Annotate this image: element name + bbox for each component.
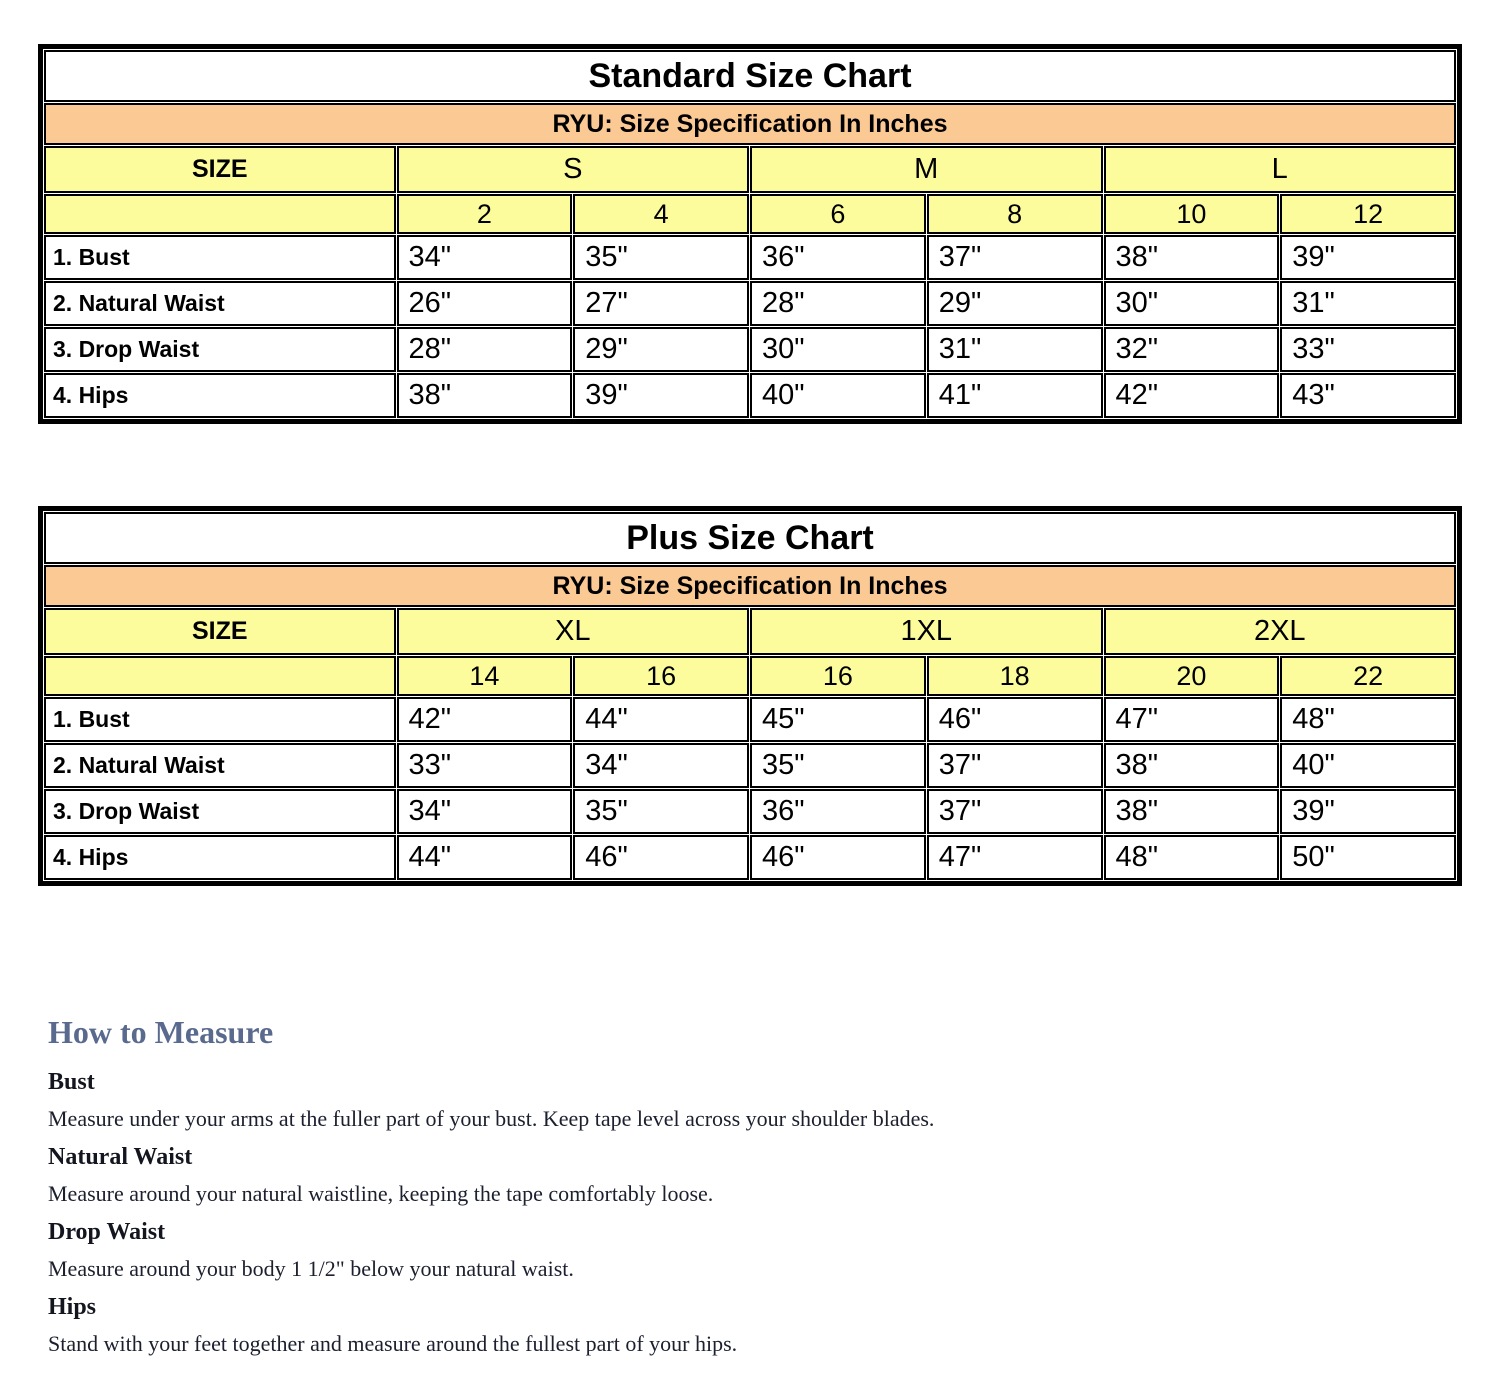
measure-value: 31"	[1280, 281, 1456, 326]
measure-label: 2. Natural Waist	[44, 281, 396, 326]
numeric-size-cell: 22	[1280, 656, 1456, 696]
size-group-1xl: 1XL	[750, 608, 1103, 655]
measure-label: 2. Natural Waist	[44, 743, 396, 788]
measure-value: 46"	[927, 697, 1103, 742]
measure-value: 36"	[750, 235, 926, 280]
measure-label: 3. Drop Waist	[44, 789, 396, 834]
measure-value: 36"	[750, 789, 926, 834]
measure-label: 4. Hips	[44, 835, 396, 880]
measure-value: 28"	[750, 281, 926, 326]
numeric-size-cell: 16	[750, 656, 926, 696]
standard-size-chart-table	[38, 44, 1462, 424]
plus-chart-subtitle: RYU: Size Specification In Inches	[44, 565, 1456, 607]
table-row	[44, 281, 1456, 326]
how-to-measure-section	[48, 1014, 1500, 1357]
numeric-size-cell: 4	[573, 194, 749, 234]
measure-value: 26"	[397, 281, 573, 326]
measure-value: 40"	[1280, 743, 1456, 788]
measure-value: 41"	[927, 373, 1103, 418]
measure-value: 42"	[397, 697, 573, 742]
measure-value: 38"	[1104, 235, 1280, 280]
measure-item-label-bust: Bust	[48, 1069, 95, 1095]
size-group-2xl: 2XL	[1104, 608, 1457, 655]
table-row	[44, 327, 1456, 372]
numeric-size-cell: 2	[397, 194, 573, 234]
measure-label: 4. Hips	[44, 373, 396, 418]
measure-value: 33"	[397, 743, 573, 788]
measure-item-label-natural-waist: Natural Waist	[48, 1144, 193, 1170]
measure-value: 38"	[397, 373, 573, 418]
numeric-size-cell: 8	[927, 194, 1103, 234]
measure-value: 38"	[1104, 743, 1280, 788]
measure-value: 50"	[1280, 835, 1456, 880]
measure-value: 35"	[573, 789, 749, 834]
measure-value: 48"	[1104, 835, 1280, 880]
measure-value: 31"	[927, 327, 1103, 372]
measure-value: 27"	[573, 281, 749, 326]
size-header-cell: SIZE	[44, 146, 396, 193]
size-group-l: L	[1104, 146, 1457, 193]
measure-value: 47"	[927, 835, 1103, 880]
table-row	[44, 235, 1456, 280]
measure-value: 29"	[573, 327, 749, 372]
measure-value: 35"	[750, 743, 926, 788]
measure-item-label-hips: Hips	[48, 1294, 97, 1320]
how-to-measure-title: How to Measure	[48, 1014, 274, 1050]
measure-label: 1. Bust	[44, 235, 396, 280]
numeric-size-cell: 10	[1104, 194, 1280, 234]
standard-chart-title: Standard Size Chart	[44, 50, 1456, 102]
measure-item-text-hips: Stand with your feet together and measure around the fullest part of your hips.	[48, 1331, 738, 1356]
size-header-cell: SIZE	[44, 608, 396, 655]
measure-value: 40"	[750, 373, 926, 418]
measure-value: 45"	[750, 697, 926, 742]
empty-corner-cell	[44, 656, 396, 696]
measure-value: 39"	[1280, 789, 1456, 834]
top-spacer	[0, 0, 1500, 44]
between-tables-spacer	[0, 424, 1500, 506]
measure-value: 28"	[397, 327, 573, 372]
measure-value: 30"	[1104, 281, 1280, 326]
measure-value: 29"	[927, 281, 1103, 326]
measure-item-text-bust: Measure under your arms at the fuller part of your bust. Keep tape level across your shoulder blades.	[48, 1106, 935, 1131]
table-row	[44, 697, 1456, 742]
plus-chart-title: Plus Size Chart	[44, 512, 1456, 564]
measure-value: 33"	[1280, 327, 1456, 372]
measure-value: 44"	[573, 697, 749, 742]
numeric-size-cell: 6	[750, 194, 926, 234]
table-row	[44, 743, 1456, 788]
table-row	[44, 373, 1456, 418]
measure-label: 1. Bust	[44, 697, 396, 742]
size-group-s: S	[397, 146, 750, 193]
measure-value: 42"	[1104, 373, 1280, 418]
measure-value: 37"	[927, 235, 1103, 280]
numeric-size-cell: 20	[1104, 656, 1280, 696]
measure-value: 37"	[927, 743, 1103, 788]
table-row	[44, 789, 1456, 834]
measure-value: 46"	[750, 835, 926, 880]
standard-chart-subtitle: RYU: Size Specification In Inches	[44, 103, 1456, 145]
measure-value: 34"	[397, 235, 573, 280]
measure-item-label-drop-waist: Drop Waist	[48, 1219, 166, 1245]
measure-value: 34"	[573, 743, 749, 788]
numeric-size-cell: 14	[397, 656, 573, 696]
measure-value: 35"	[573, 235, 749, 280]
measure-value: 30"	[750, 327, 926, 372]
measure-label: 3. Drop Waist	[44, 327, 396, 372]
measure-value: 34"	[397, 789, 573, 834]
table-row	[44, 835, 1456, 880]
measure-item-text-natural-waist: Measure around your natural waistline, keeping the tape comfortably loose.	[48, 1181, 714, 1206]
plus-size-chart-table	[38, 506, 1462, 886]
measure-value: 48"	[1280, 697, 1456, 742]
measure-value: 32"	[1104, 327, 1280, 372]
numeric-size-cell: 18	[927, 656, 1103, 696]
numeric-size-cell: 12	[1280, 194, 1456, 234]
measure-value: 43"	[1280, 373, 1456, 418]
measure-value: 44"	[397, 835, 573, 880]
measure-value: 38"	[1104, 789, 1280, 834]
measure-value: 37"	[927, 789, 1103, 834]
size-group-xl: XL	[397, 608, 750, 655]
empty-corner-cell	[44, 194, 396, 234]
measure-item-text-drop-waist: Measure around your body 1 1/2" below your natural waist.	[48, 1256, 574, 1281]
numeric-size-cell: 16	[573, 656, 749, 696]
measure-value: 46"	[573, 835, 749, 880]
size-group-m: M	[750, 146, 1103, 193]
measure-value: 47"	[1104, 697, 1280, 742]
measure-value: 39"	[573, 373, 749, 418]
measure-value: 39"	[1280, 235, 1456, 280]
